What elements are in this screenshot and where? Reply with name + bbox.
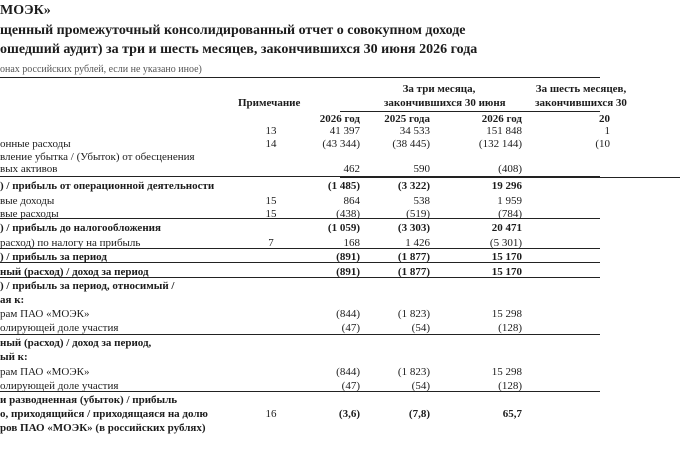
row-note: 16	[265, 408, 277, 420]
row-label: ный (расход) / доход за период,	[0, 337, 152, 349]
row-value-2: (3 322)	[397, 180, 430, 192]
company-title: МОЭК»	[0, 3, 51, 18]
row-value-2: 590	[413, 163, 430, 175]
row-value-1: 462	[343, 163, 360, 175]
row-value-3: 20 471	[491, 222, 522, 234]
row-label: и разводненная (убыток) / прибыль	[0, 394, 178, 406]
row-label: олирующей доле участия	[0, 322, 119, 334]
col-header-note: Примечание	[238, 97, 301, 109]
row-label: ) / прибыль до налогообложения	[0, 222, 161, 234]
row-value-2: 34 533	[399, 125, 430, 137]
row-label: рам ПАО «МОЭК»	[0, 308, 90, 320]
row-value-3: (784)	[498, 208, 522, 220]
row-note: 7	[268, 237, 274, 249]
row-label: ый к:	[0, 351, 28, 363]
row-value-4: 1	[604, 125, 610, 137]
row-value-1: (891)	[336, 266, 360, 278]
row-value-1: (891)	[336, 251, 360, 263]
row-value-1: 168	[343, 237, 360, 249]
row-label: ров ПАО «МОЭК» (в российских рублях)	[0, 422, 206, 434]
row-value-1: (1 485)	[327, 180, 360, 192]
row-label: ) / прибыль за период, относимый /	[0, 280, 175, 292]
row-value-2: (1 877)	[397, 266, 430, 278]
year-header-3: 2026 год	[481, 113, 522, 125]
row-label: онные расходы	[0, 138, 71, 150]
row-value-4: (10	[595, 138, 610, 150]
row-value-1: (844)	[336, 308, 360, 320]
row-value-3: 1 959	[497, 195, 522, 207]
col-header-3m: За три месяца,	[402, 83, 476, 95]
row-label: о, приходящийся / приходящаяся на долю	[0, 408, 208, 420]
row-value-2: (1 823)	[397, 366, 430, 378]
row-value-2: 538	[413, 195, 430, 207]
col-header-6m: За шесть месяцев,	[535, 83, 627, 95]
row-value-2: (54)	[411, 322, 430, 334]
row-label: рам ПАО «МОЭК»	[0, 366, 90, 378]
row-label: вые расходы	[0, 208, 59, 220]
year-header-2: 2025 года	[384, 113, 430, 125]
row-label: вые доходы	[0, 195, 55, 207]
row-value-1: 41 397	[329, 125, 360, 137]
report-title-line-2: ошедший аудит) за три и шесть месяцев, закончившихся 30 июня 2026 года	[0, 42, 478, 57]
row-rule	[0, 176, 600, 177]
row-label: ) / прибыль от операционной деятельности	[0, 180, 215, 192]
row-value-3: 19 296	[491, 180, 522, 192]
row-value-3: 151 848	[486, 125, 522, 137]
col-header-6m-2: закончившихся 30	[535, 97, 627, 109]
row-label: расход) по налогу на прибыль	[0, 237, 141, 249]
row-value-3: (408)	[498, 163, 522, 175]
year-rule	[340, 111, 600, 112]
year-header-4: 20	[599, 113, 610, 125]
row-value-3: (5 301)	[489, 237, 522, 249]
row-value-3: (128)	[498, 380, 522, 392]
row-value-3: (132 144)	[478, 138, 522, 150]
row-value-2: (1 877)	[397, 251, 430, 263]
header-rule	[0, 77, 600, 78]
units-note: онах российских рублей, если не указано иное)	[0, 64, 202, 75]
row-value-2: 1 426	[405, 237, 430, 249]
row-value-1: (43 344)	[322, 138, 360, 150]
row-note: 15	[265, 208, 277, 220]
row-value-1: (844)	[336, 366, 360, 378]
year-header-1: 2026 год	[319, 113, 360, 125]
row-value-2: (7,8)	[408, 408, 430, 420]
row-value-1: 864	[343, 195, 360, 207]
row-value-3: 15 170	[491, 266, 522, 278]
row-note: 15	[265, 195, 277, 207]
row-value-2: (519)	[406, 208, 430, 220]
row-value-3: 15 298	[491, 366, 522, 378]
row-value-1: (47)	[341, 380, 360, 392]
row-rule	[340, 177, 680, 178]
row-value-1: (438)	[336, 208, 360, 220]
row-value-2: (3 303)	[397, 222, 430, 234]
row-value-2: (54)	[411, 380, 430, 392]
row-label: вление убытка / (Убыток) от обесценения	[0, 151, 195, 163]
row-note: 14	[265, 138, 277, 150]
report-title-line-1: щенный промежуточный консолидированный отчет о совокупном доходе	[0, 23, 466, 38]
row-label: ая к:	[0, 294, 25, 306]
row-value-1: (47)	[341, 322, 360, 334]
row-value-2: (38 445)	[392, 138, 430, 150]
row-label: вых активов	[0, 163, 58, 175]
row-value-3: 15 170	[491, 251, 522, 263]
row-value-1: (1 059)	[327, 222, 360, 234]
row-note: 13	[265, 125, 277, 137]
row-label: ный (расход) / доход за период	[0, 266, 149, 278]
row-label: ) / прибыль за период	[0, 251, 107, 263]
row-value-3: (128)	[498, 322, 522, 334]
row-value-2: (1 823)	[397, 308, 430, 320]
row-value-1: (3,6)	[338, 408, 360, 420]
row-value-3: 15 298	[491, 308, 522, 320]
row-label: олирующей доле участия	[0, 380, 119, 392]
row-value-3: 65,7	[502, 408, 522, 420]
col-header-3m-2: закончившихся 30 июня	[384, 97, 506, 109]
